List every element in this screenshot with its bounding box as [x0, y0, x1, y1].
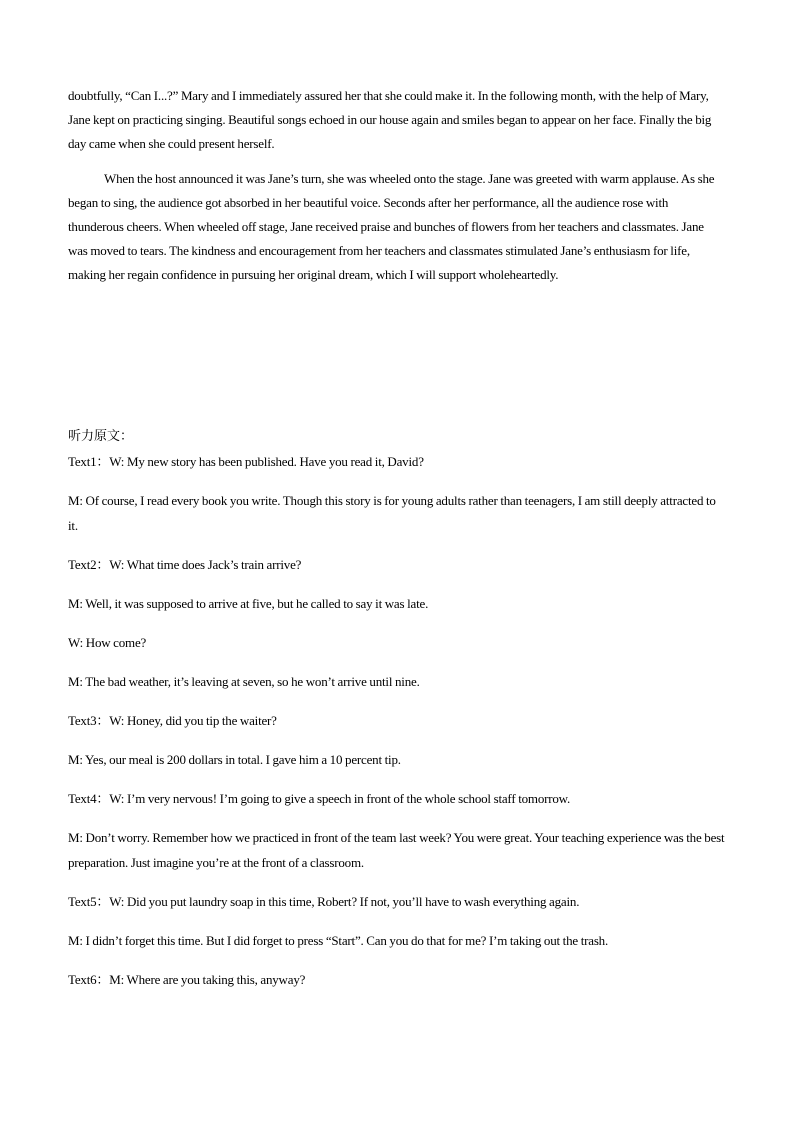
- transcript-line: Text6：M: Where are you taking this, anyway?: [68, 972, 306, 987]
- blank-space: [68, 287, 726, 424]
- transcript-line: M: The bad weather, it’s leaving at seven, so he won’t arrive until nine.: [68, 674, 420, 689]
- transcript-heading: 听力原文：: [68, 429, 134, 444]
- transcript-line: Text3：W: Honey, did you tip the waiter?: [68, 713, 277, 728]
- transcript-line: Text2：W: What time does Jack’s train arrive?: [68, 557, 302, 572]
- document-content: [68, 84, 726, 992]
- transcript-line: M: Of course, I read every book you write. Though this story is for young adults rather than teenagers, I am still deeply attracted to it.: [68, 493, 716, 533]
- transcript-line: Text4：W: I’m very nervous! I’m going to give a speech in front of the whole school staff tomorrow.: [68, 791, 571, 806]
- transcript-line: Text5：W: Did you put laundry soap in this time, Robert? If not, you’ll have to wash everything again.: [68, 894, 580, 909]
- transcript-line: M: I didn’t forget this time. But I did forget to press “Start”. Can you do that for me? I’m taking out the trash.: [68, 933, 609, 948]
- essay-paragraph-2: When the host announced it was Jane’s turn, she was wheeled onto the stage. Jane was greeted with warm applause. As she began to sing, the audience got absorbed in her beautiful voice. Seconds after her performance, all the audience rose with thunderous cheers. When wheeled off stage, Jane received praise and bunches of flowers from her teachers and classmates. Jane was moved to tears. The kindness and encouragement from her teachers and classmates stimulated Jane’s enthusiasm for life, making her regain confidence in pursuing her original dream, which I will support wholeheartedly.: [68, 171, 715, 282]
- transcript-line: M: Well, it was supposed to arrive at five, but he called to say it was late.: [68, 596, 429, 611]
- transcript-line: Text1：W: My new story has been published. Have you read it, David?: [68, 454, 424, 469]
- transcript-line: M: Yes, our meal is 200 dollars in total. I gave him a 10 percent tip.: [68, 752, 401, 767]
- transcript-line: W: How come?: [68, 635, 147, 650]
- essay-paragraph-1: doubtfully, “Can I...?” Mary and I immediately assured her that she could make it. In the following month, with the help of Mary, Jane kept on practicing singing. Beautiful songs echoed in our house again and smiles began to appear on her face. Finally the big day came when she could present herself.: [68, 88, 712, 151]
- transcript-line: M: Don’t worry. Remember how we practiced in front of the team last week? You were great. Your teaching experience was the best preparation. Just imagine you’re at the front of a classroom.: [68, 830, 725, 870]
- listening-transcript: [68, 424, 726, 992]
